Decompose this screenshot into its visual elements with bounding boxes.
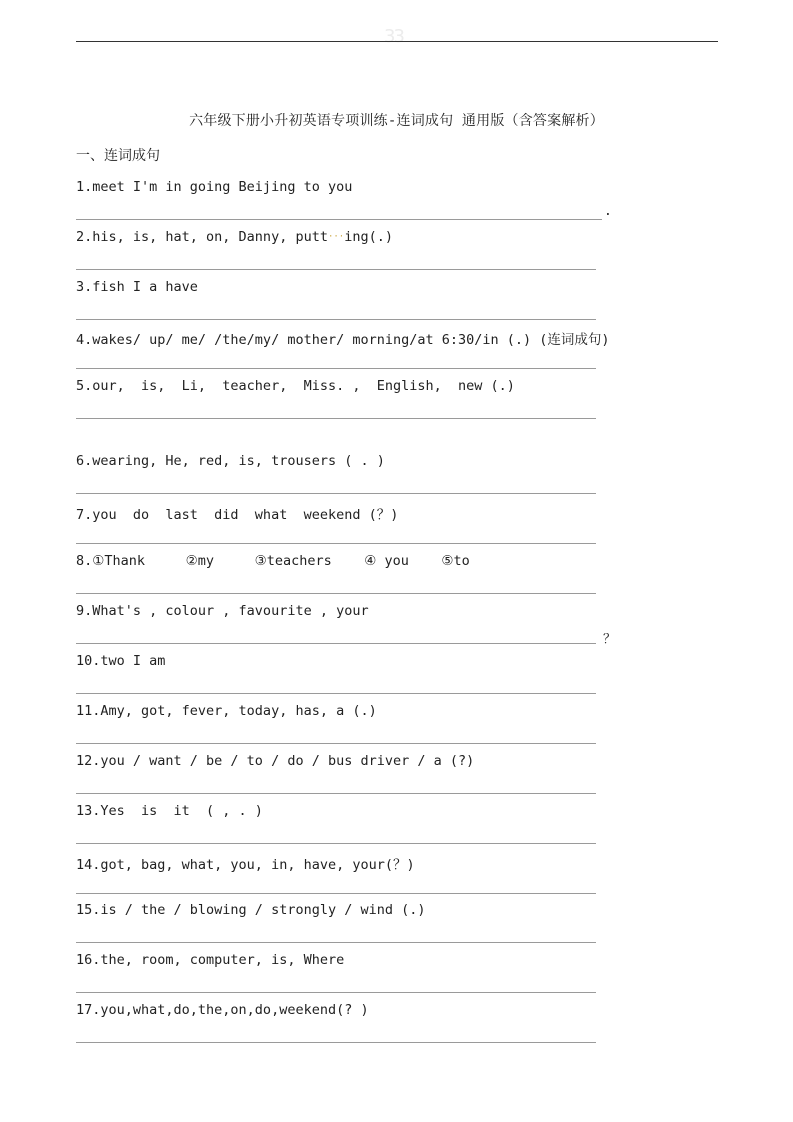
question-2-part-a: 2.his, is, hat, on, Danny, putt [76, 229, 328, 245]
answer-line-14[interactable] [76, 893, 596, 894]
question-14: 14.got, bag, what, you, in, have, your(？) [76, 857, 415, 873]
answer-end-mark-1: . [604, 204, 612, 219]
answer-line-6[interactable] [76, 493, 596, 494]
answer-line-9[interactable] [76, 643, 596, 644]
watermark: 33 [384, 26, 403, 47]
question-3: 3.fish I a have [76, 279, 198, 295]
header-rule [76, 41, 718, 42]
question-17: 17.you,what,do,the,on,do,weekend(? ) [76, 1002, 369, 1018]
answer-line-13[interactable] [76, 843, 596, 844]
question-4: 4.wakes/ up/ me/ /the/my/ mother/ morning/at 6:30/in (.) (连词成句) [76, 332, 610, 348]
question-12: 12.you / want / be / to / do / bus driver / a (?) [76, 753, 475, 769]
question-16: 16.the, room, computer, is, Where [76, 952, 345, 968]
answer-line-10[interactable] [76, 693, 596, 694]
answer-line-3[interactable] [76, 319, 596, 320]
question-1: 1.meet I'm in going Beijing to you [76, 179, 353, 195]
question-6: 6.wearing, He, red, is, trousers ( . ) [76, 453, 385, 469]
answer-line-2[interactable] [76, 269, 596, 270]
answer-line-1[interactable] [76, 219, 602, 220]
answer-line-4[interactable] [76, 368, 596, 369]
question-9: 9.What's , colour , favourite , your [76, 603, 369, 619]
question-13: 13.Yes is it ( , . ) [76, 803, 263, 819]
answer-end-mark-9: ？ [603, 632, 617, 647]
question-8: 8.①Thank ②my ③teachers ④ you ⑤to [76, 553, 470, 569]
question-10: 10.two I am [76, 653, 166, 669]
question-15: 15.is / the / blowing / strongly / wind (.) [76, 902, 426, 918]
section-heading: 一、连词成句 [76, 148, 160, 164]
question-2 [76, 229, 393, 245]
answer-line-11[interactable] [76, 743, 596, 744]
answer-line-16[interactable] [76, 992, 596, 993]
question-7: 7.you do last did what weekend (？) [76, 507, 399, 523]
question-5: 5.our, is, Li, teacher, Miss. , English, new (.) [76, 378, 515, 394]
answer-line-15[interactable] [76, 942, 596, 943]
answer-line-7[interactable] [76, 543, 596, 544]
question-11: 11.Amy, got, fever, today, has, a (.) [76, 703, 377, 719]
answer-line-17[interactable] [76, 1042, 596, 1043]
answer-line-12[interactable] [76, 793, 596, 794]
answer-line-8[interactable] [76, 593, 596, 594]
answer-line-5[interactable] [76, 418, 596, 419]
question-2-part-b: ing(.) [344, 229, 394, 245]
ellipsis-mark: ··· [327, 232, 345, 242]
document-title: 六年级下册小升初英语专项训练-连词成句 通用版（含答案解析） [189, 113, 604, 129]
